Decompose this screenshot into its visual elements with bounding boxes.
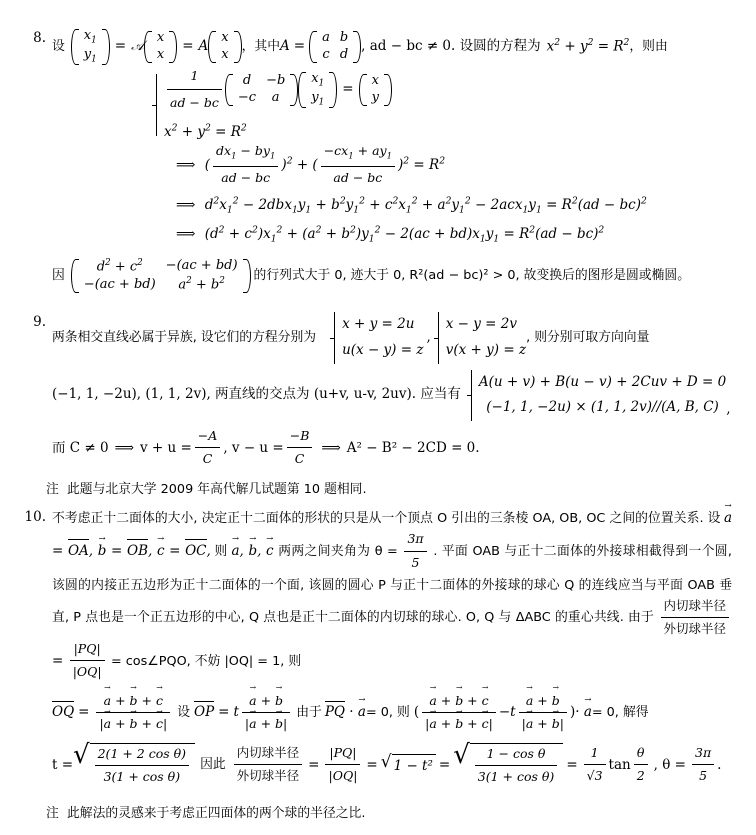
final-frac-pq-oq: $\frac{|PQ|}{|OQ|}$ [325,743,360,787]
frac-theta-final: $\frac{3\pi}{5}$ [692,743,714,787]
problem-10 [24,507,732,788]
problem-9 [24,312,732,470]
problem-9-text-4-mid1: v + u = [139,439,192,456]
sys1-row-2: u(x − y) = z [342,341,424,358]
problem-10-eq-solve: = 0, 解得 [591,704,649,720]
sys1-row-1: x + y = 2u [342,316,415,333]
problem-8-implication-2: ⟹ $d^2x_1^2 - 2dbx_1y_1 + b^2y_1^2 + c^2x_1^2 + a^2y_1^2 - 2acx_1y_1 = R^2(ad - bc)^2$ [176,195,647,216]
frac-PQ-OQ: $\frac{|PQ|}{|OQ|}$ [70,639,105,683]
system-row-2-text: $x^2 + y^2 = R^2$ [164,122,247,140]
problem-10-eq-oq: 设 [177,704,191,720]
problem-10-therefore: 因此 [200,757,226,773]
note-text-9: 此题与北京大学 2009 年高代解几试题第 10 题相同. [67,482,367,498]
vector-x1y1: $x_1$ $y_1$ [71,28,110,66]
problem-10-defs: 则 [214,544,228,559]
problem-10-para-1: 不考虑正十二面体的大小, 决定正十二面体的形状的只是从一个顶点 O 引出的三条棱 OA, OB, OC 之间的位置关系. 设 a → = OA, b → = OB, c → = OC, 则 a →, b →, c → 两两之间夹角为 θ = $\frac{3\pi}{5}$ . 平面 OAB 与正十二面体的外接球相截得到一个圆, 该圆的内接正五边形为正十二面体的一个面, 该圆的圆心 P 与正十二面体的外接球的球心 Q 的连线应当与平面 OAB 垂直, P 点也是一个正五边形的中心, Q 点也是正十二面体的内切球的球心. O, Q 与 ΔABC 的重心共线. 由于 $\frac{\text{内切球半径}}{\text{外切球半径}}$ = $\frac{|PQ|}{|OQ|}$ = cos∠PQO, 不妨 |OQ| = 1, 则 [52,507,732,683]
system-brace [152,68,392,140]
problem-8-line1-tail: ，其中 [241,38,281,54]
frac-ab-over-normab-2: $\frac{a \to + b \to}{|a \to + b \to|}$ [519,691,567,735]
problem-10-text-intro: 不考虑正十二面体的大小, 决定正十二面体的形状的只是从一个顶点 O 引出的三条棱 OA, OB, OC 之间的位置关系. 设 [52,511,721,527]
problem-10-eq-line-2: t = √ $\frac{\text{2(1 + 2 cos θ)}}{\text{3(1 + cos θ)}}$ 因此 $\frac{\text{内切球半径}}{\text{外切球半径}}$ = $\frac{|PQ|}{|OQ|}$ = √ 1 − t² = √ $\frac{\text{1 − cos θ}}{\text{3(1 + cos θ)}}$ = $\frac{1}{√3}$ tan $\frac{\theta}{2}$ , θ = $\frac{3\pi}{5}$ . [52,743,732,789]
vector-xx-1: x x [144,30,177,64]
problem-8 [24,28,732,294]
problem-8-line-1: 设 $x_1$ $y_1$ = 𝒜 x x = A x x ，其中 A = a b c d , ad − bc ≠ 0. 设圆的方程为 $x^2 + y^2 = R^2$ ，则由 [52,28,668,65]
problem-9-line-1: 两条相交直线必属于异族, 设它们的方程分别为 x + y = 2u u(x − y) = z , x − y = 2v v(x + y) = z , 则分别可取方向向量 [52,312,732,363]
system-2-brace [434,312,526,363]
problem-8-cond: , ad − bc ≠ 0. 设圆的方程为 [361,38,541,55]
sys2-row-2: v(x + y) = z [445,341,527,358]
problem-8-number: 8. [33,30,46,46]
problem-9-text-2: , 则分别可取方向向量 [526,329,650,345]
problem-8-implication-3: ⟹ $(d^2 + c^2)x_1^2 + (a^2 + b^2)y_1^2 - 2(ac + bd)x_1y_1 = R^2(ad - bc)^2$ [176,224,605,245]
problem-10-text-body: . 平面 OAB 与正十二面体的外接球相截得到一个圆, 该圆的内接正五边形为正十二面体的一个面, 该圆的圆心 P 与正十二面体的外接球的球心 Q 的连线应当与平面 OAB 垂直, P 点也是一个正五边形的中心, Q 点也是正十二面体的内切球的球心. O, Q 与 ΔABC 的重心共线. 由于 [52,544,732,626]
theta-value: $\frac{3\pi}{5}$ [404,529,426,573]
matrix-inverse: d −b −c a [225,73,298,107]
problem-8-line1-end: ，则由 [629,38,668,54]
impl-2-expr: $d^2x_1^2 - 2dbx_1y_1 + b^2y_1^2 + c^2x_1^2 + a^2y_1^2 - 2acx_1y_1 = R^2(ad - bc)^2$ [204,195,647,216]
sys3-row-2: (−1, 1, −2u) × (1, 1, 2v)//(A, B, C) [486,399,719,416]
frac-final-inner: $\frac{\text{1 − cos θ}}{\text{3(1 + cos θ)}}$ [475,744,558,788]
problem-10-eq-t: 由于 [296,704,322,720]
note-label-10: 注 [46,806,59,822]
frac-minusB-over-C: $\frac{-B}{C}$ [287,426,313,470]
impl-1-expr: ( $\frac{dx_1 - by_1}{ad - bc}$ )$^2$ + ( $\frac{-cx_1 + ay_1}{ad - bc}$ )$^2 = R^2$ [204,143,446,185]
sys3-row-1: A(u + v) + B(u − v) + 2Cuv + D = 0 [478,373,727,390]
problem-9-note [24,478,732,497]
problem-9-line-3: 而 C ≠ 0 ⟹ v + u = $\frac{-A}{C}$ , v − u = $\frac{-B}{C}$ ⟹ A² − B² − 2CD = 0. [52,427,732,471]
problem-10-number: 10. [24,509,46,526]
ratio-inner-outer: $\frac{\text{内切球半径}}{\text{外切球半径}}$ [661,596,730,640]
problem-10-note [24,802,732,821]
problem-9-text-4-end: A² − B² − 2CD = 0. [346,439,480,456]
frac-1-over-adbc: $\frac{1}{ad - bc}$ [167,64,222,115]
vector-xx-2: x x [208,30,241,64]
problem-8-system [52,68,732,140]
problem-10-eq-zero: = 0, 则 [365,704,410,720]
circle-equation: $x^2 + y^2 = R^2$ [546,36,630,55]
problem-10-eq-line-1: OQ = $\frac{a \to + b \to + c \to}{|a \to + b \to + c \to|}$ 设 OP = t $\frac{a \to + b \to}{|a \to + b \to|}$ 由于 PQ · a → = 0, 则 ( $\frac{a \to + b \to + c \to}{|a \to + b \to + c \to|}$ − t $\frac{a \to + b \to}{|a \to + b \to|}$ ) · a → = 0, 解得 [52,691,732,735]
sqrt-1-minus-t2: √ 1 − t² [381,754,436,778]
problem-9-text-1: 两条相交直线必属于异族, 设它们的方程分别为 [52,329,317,345]
problem-10-eq-mid: = cos∠PQO, 不妨 |OQ| = 1, 则 [110,653,302,669]
conclusion-post: 的行列式大于 0, 迹大于 0, R²(ad − bc)² > 0, 故变换后的图形是圆或椭圆。 [253,267,691,283]
sqrt-t: √ $\frac{\text{2(1 + 2 cos θ)}}{\text{3(1 + cos θ)}}$ [73,743,195,789]
sys2-row-1: x − y = 2v [445,316,517,333]
frac-theta-over-2: $\frac{\theta}{2}$ [634,743,648,787]
problem-9-text-4-mid2: , v − u = [223,439,284,456]
frac-ab-over-normab: $\frac{a \to + b \to}{|a \to + b \to|}$ [242,691,290,735]
problem-8-implication-1: ⟹ ( $\frac{dx_1 - by_1}{ad - bc}$ )$^2$ + ( $\frac{-cx_1 + ay_1}{ad - bc}$ )$^2 = R^2$ [176,143,446,185]
problem-9-body [52,312,732,470]
problem-9-text-3: (−1, 1, −2u), (1, 1, 2v), 两直线的交点为 (u+v, u-v, 2uv). 应当有 [52,386,461,403]
conclusion-pre: 因 [52,267,65,283]
problem-9-number: 9. [33,314,46,331]
final-tan: tan [608,756,631,773]
system-1-brace [330,312,423,363]
system-row-1: $\frac{1}{ad - bc}$ d −b −c a $x_1$ $y_1$ = x y [164,65,392,116]
frac-abc-over-norm: $\frac{a \to + b \to + c \to}{|a \to + b \to + c \to|}$ [96,691,170,735]
problem-8-body [52,28,732,294]
sqrt-final: √ $\frac{\text{1 − cos θ}}{\text{3(1 + cos θ)}}$ [453,743,563,789]
problem-9-text-4-pre: 而 C ≠ 0 [52,439,109,456]
vector-xy-sys: x y [359,73,392,107]
note-text-10: 此解法的灵感来于考虑正四面体的两个球的半径之比. [67,806,366,822]
problem-9-line-2: (−1, 1, −2u), (1, 1, 2v), 两直线的交点为 (u+v, u-v, 2uv). 应当有 A(u + v) + B(u − v) + 2Cuv + D = 0 (−1, 1, −2u) × (1, 1, 2v)//(A, B, C) , [52,370,732,421]
problem-8-conclusion [52,258,732,294]
problem-10-body [52,507,732,788]
frac-minusA-over-C: $\frac{-A}{C}$ [195,426,221,470]
t-value-pre: t = [52,756,74,773]
quadratic-form-matrix: $d^2 + c^2$ −(ac + bd) −(ac + bd) $a^2 + b^2$ [71,258,251,294]
problem-8-lead: 设 [52,38,65,54]
matrix-A: a b c d [309,30,361,64]
coef-one-over-sqrt3: $\frac{1}{√3}$ [584,743,606,787]
note-label-9: 注 [46,482,59,498]
system-3-brace [467,370,726,421]
final-ratio: $\frac{\text{内切球半径}}{\text{外切球半径}}$ [234,743,303,787]
problem-10-defs2: 两两之间夹角为 θ = [278,544,398,559]
frac-t-inner: $\frac{\text{2(1 + 2 cos θ)}}{\text{3(1 + cos θ)}}$ [95,744,189,788]
vector-x1y1-sys: $x_1$ $y_1$ [298,71,337,109]
impl-3-expr: $(d^2 + c^2)x_1^2 + (a^2 + b^2)y_1^2 - 2(ac + bd)x_1y_1 = R^2(ad - bc)^2$ [204,224,605,245]
frac-abc-over-norm-2: $\frac{a \to + b \to + c \to}{|a \to + b \to + c \to|}$ [422,691,496,735]
